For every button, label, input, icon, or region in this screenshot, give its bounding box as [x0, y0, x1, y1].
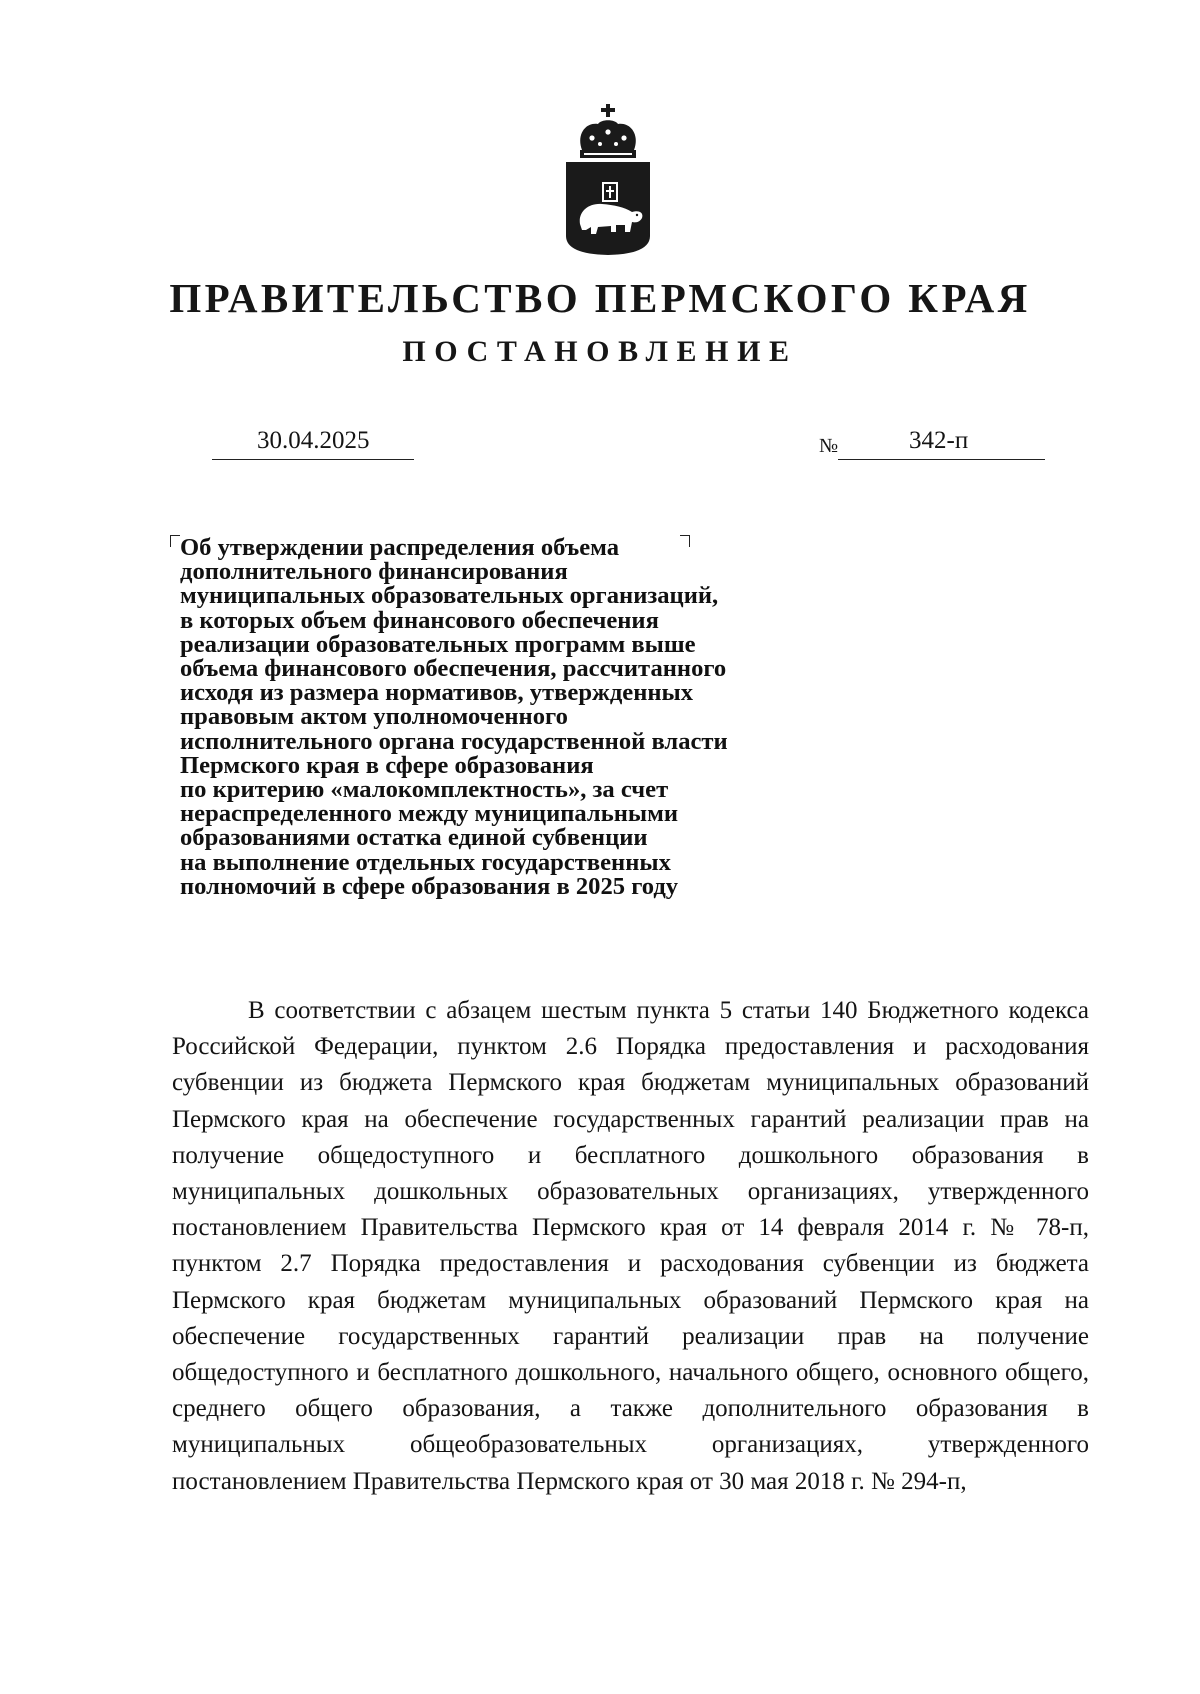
subject-line: в которых объем финансового обеспечения — [180, 606, 659, 634]
subject-line: реализации образовательных программ выше — [180, 630, 696, 658]
subject-bracket-left — [170, 535, 180, 547]
document-type-title: ПОСТАНОВЛЕНИЕ — [402, 335, 798, 368]
document-number: 342-п — [909, 427, 969, 454]
subject-line: Об утверждении распределения объема — [180, 534, 619, 561]
body-paragraph: В соответствии с абзацем шестым пункта 5 статьи 140 Бюджетного кодекса Российской Федерации, пунктом 2.6 Порядка предоставления и расходования субвенции из бюджета Пермского края бюджетам муниципальных образований Пермского края на обеспечение государственных гарантий реализации прав на получение общедоступного и бесплатного дошкольного образования в муниципальных дошкольных образовательных организациях, утвержденного постановлением Правительства Пермского края от 14 февраля 2014 г. № 78-п, пунктом 2.7 Порядка предоставления и расходования субвенции из бюджета Пермского края бюджетам муниципальных образований Пермского края на обеспечение государственных гарантий реализации прав на получение общедоступного и бесплатного дошкольного, начального общего, основного общего, среднего общего образования, а также дополнительного образования в муниципальных общеобразовательных организациях, утвержденного постановлением Правительства Пермского края от 30 мая 2018 г. № 294-п, — [172, 997, 1089, 1495]
number-sign: № — [819, 435, 839, 457]
document-body — [172, 993, 1089, 1500]
document-date: 30.04.2025 — [257, 427, 370, 454]
subject-line: Пермского края в сфере образования — [180, 751, 594, 779]
subject-line: исходя из размера нормативов, утвержденных — [180, 679, 694, 707]
subject-line: образованиями остатка единой субвенции — [180, 824, 648, 852]
subject-line: объема финансового обеспечения, рассчитанного — [180, 655, 727, 683]
government-title: ПРАВИТЕЛЬСТВО ПЕРМСКОГО КРАЯ — [169, 275, 1031, 321]
subject-line: нераспределенного между муниципальными — [180, 800, 679, 828]
subject-line: дополнительного финансирования — [180, 558, 568, 586]
subject-line: полномочий в сфере образования в 2025 году — [180, 872, 679, 900]
subject-line: на выполнение отдельных государственных — [180, 848, 671, 876]
document-subject — [180, 536, 880, 899]
subject-line: правовым актом уполномоченного — [180, 703, 568, 731]
perm-krai-coat-of-arms-icon — [562, 104, 654, 256]
subject-line: по критерию «малокомплектность», за счет — [180, 776, 669, 804]
subject-line: муниципальных образовательных организаций, — [180, 582, 719, 610]
number-field — [838, 423, 1045, 460]
subject-line: исполнительного органа государственной власти — [180, 727, 728, 755]
date-field — [212, 423, 414, 460]
